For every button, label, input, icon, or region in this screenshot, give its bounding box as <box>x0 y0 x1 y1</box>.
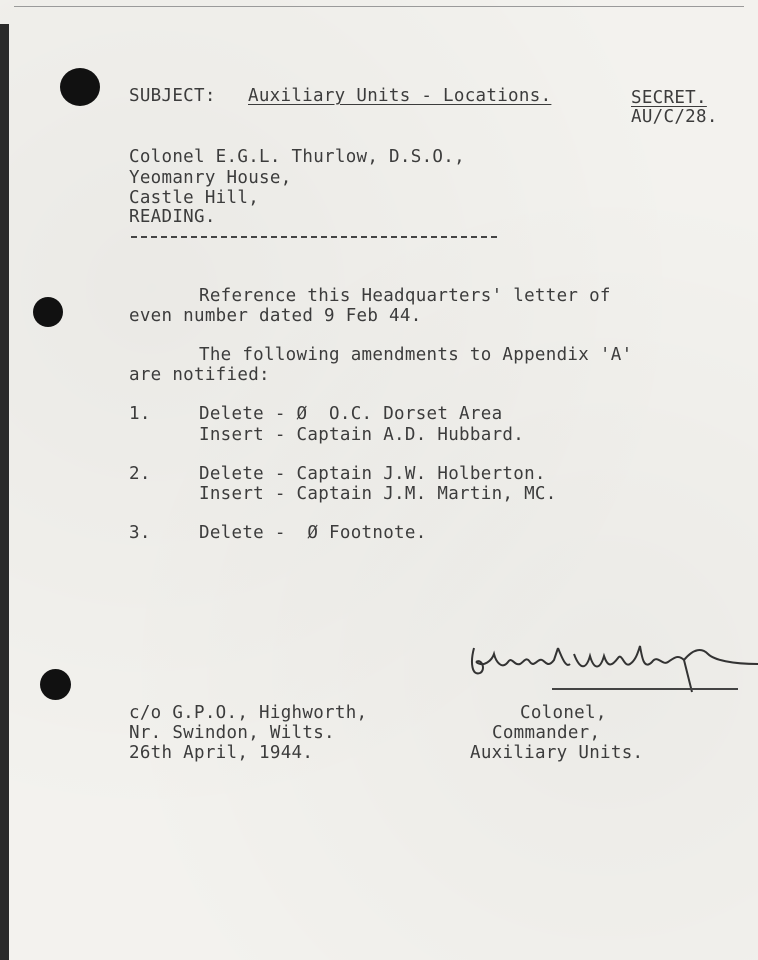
addressee-line-2: Yeomanry House, <box>129 168 292 188</box>
punch-hole-top <box>60 68 100 106</box>
signatory-title: Commander, <box>492 723 601 743</box>
amendment-2-insert: Insert - Captain J.M. Martin, MC. <box>199 484 557 504</box>
addressee-line-4: READING. <box>129 207 216 227</box>
handwritten-signature <box>462 618 758 698</box>
amendment-3-delete: Delete - Ø Footnote. <box>199 523 427 543</box>
addressee-line-3: Castle Hill, <box>129 188 260 208</box>
paragraph-2-line-1: The following amendments to Appendix 'A' <box>199 345 633 365</box>
classification-marking: SECRET. <box>631 88 707 108</box>
sender-address-line-1: c/o G.P.O., Highworth, <box>129 703 368 723</box>
amendment-2-number: 2. <box>129 464 151 484</box>
signatory-rank: Colonel, <box>520 703 607 723</box>
amendment-1-delete: Delete - Ø O.C. Dorset Area <box>199 404 503 424</box>
amendment-2-delete: Delete - Captain J.W. Holberton. <box>199 464 546 484</box>
amendment-1-number: 1. <box>129 404 151 424</box>
subject-text: Auxiliary Units - Locations. <box>248 86 552 106</box>
amendment-3-number: 3. <box>129 523 151 543</box>
amendment-1-insert: Insert - Captain A.D. Hubbard. <box>199 425 525 445</box>
reference-number: AU/C/28. <box>631 107 718 127</box>
paragraph-1-line-1: Reference this Headquarters' letter of <box>199 286 611 306</box>
subject-label: SUBJECT: <box>129 86 216 106</box>
paragraph-2-line-2: are notified: <box>129 365 270 385</box>
paragraph-1-line-2: even number dated 9 Feb 44. <box>129 306 422 326</box>
signature-underline <box>552 688 738 690</box>
sender-address-line-2: Nr. Swindon, Wilts. <box>129 723 335 743</box>
punch-hole-bottom <box>40 669 71 700</box>
top-edge-line <box>14 6 744 7</box>
addressee-dashed-rule <box>131 236 497 238</box>
punch-hole-middle <box>33 297 63 327</box>
signatory-unit: Auxiliary Units. <box>470 743 644 763</box>
addressee-line-1: Colonel E.G.L. Thurlow, D.S.O., <box>129 147 465 167</box>
letter-date: 26th April, 1944. <box>129 743 314 763</box>
page-left-edge <box>0 24 9 960</box>
